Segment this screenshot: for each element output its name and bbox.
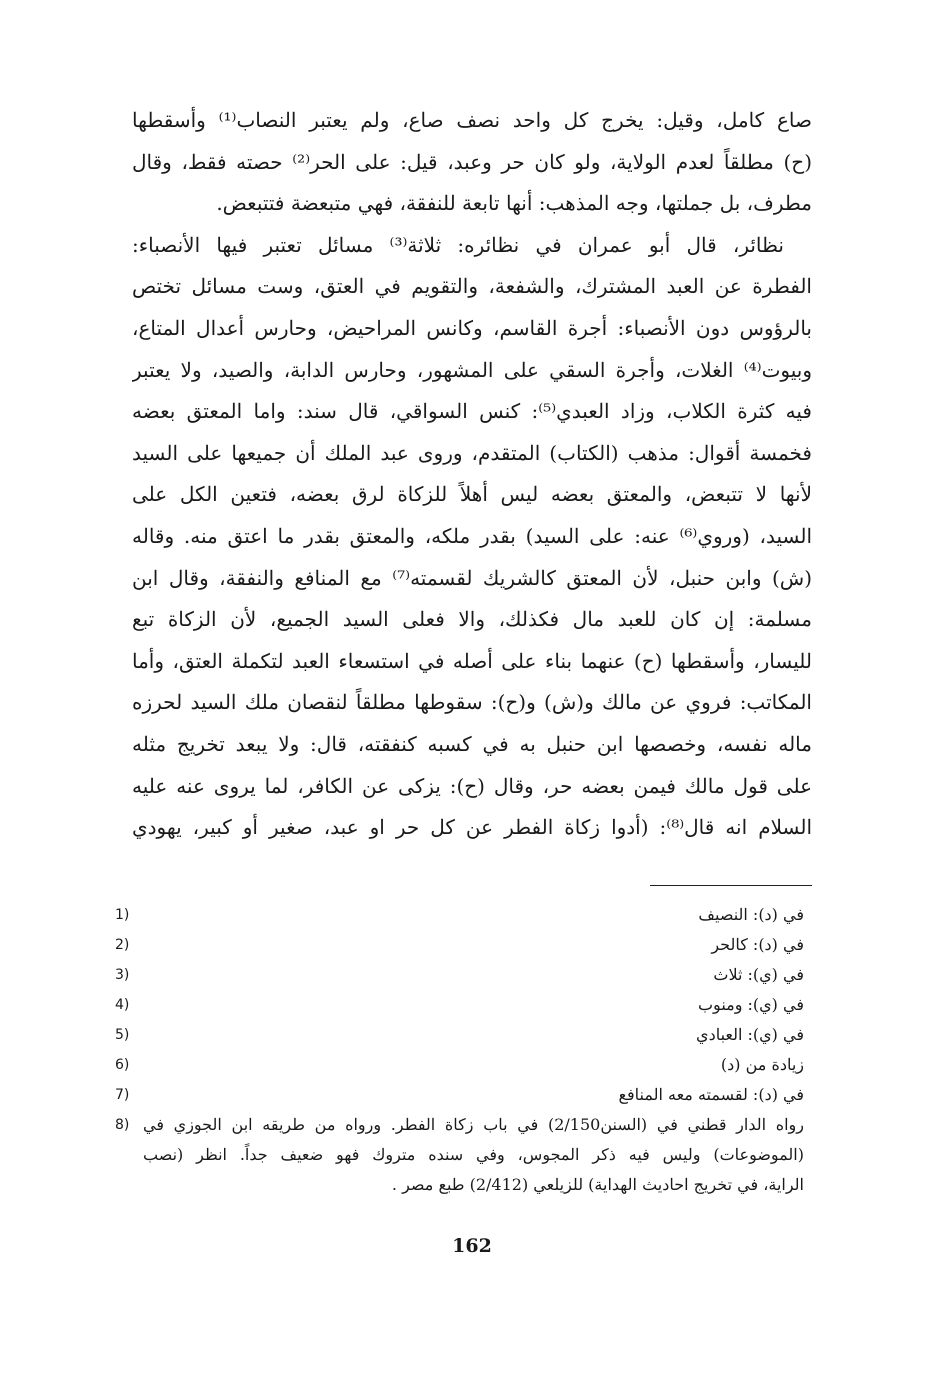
- footnote-number: 2): [115, 937, 130, 953]
- text-line: مطرف، بل جملتها، وجه المذهب: أنها تابعة للنفقة، فهي متبعضة فتتبعض.: [216, 191, 812, 216]
- text-line: السيد، (وروي⁽⁶⁾ عنه: على السيد) بقدر ملكه، والمعتق بقدر ما اعتق منه. وقاله: [132, 523, 812, 548]
- text-line: مسلمة: إن كان للعبد مال فكذلك، والا فعلى السيد الجميع، لأن الزكاة تبع: [132, 607, 812, 632]
- text-line: ماله نفسه، وخصصها ابن حنبل به في كسبه كنفقته، قال: ولا يبعد تخريج مثله: [132, 731, 812, 756]
- text-line: (ح) مطلقاً لعدم الولاية، ولو كان حر وعبد، قيل: على الحر⁽²⁾ حصته فقط، وقال: [132, 149, 812, 174]
- text-line: فيه كثرة الكلاب، وزاد العبدي⁽⁵⁾: كنس السواقي، قال سند: واما المعتق بعضه: [132, 399, 812, 424]
- page-number: 162: [452, 1235, 492, 1257]
- footnote-text: في (ي): ومنوب: [697, 995, 804, 1014]
- footnote-line: رواه الدار قطني في (السنن2/150) في باب زكاة الفطر. ورواه من طريقه ابن الجوزي في: [143, 1115, 805, 1134]
- text-line: لليسار، وأسقطها (ح) عنهما بناء على أصله في استسعاء العبد لتكملة العتق، وأما: [132, 648, 812, 673]
- footnote-text: في (د): النصيف: [698, 905, 804, 924]
- text-line: نظائر، قال أبو عمران في نظائره: ثلاثة⁽³⁾ مسائل تعتبر فيها الأنصباء:: [132, 232, 785, 257]
- footnote-number: 3): [115, 967, 130, 983]
- footnote-item: [115, 1080, 812, 1110]
- footnote-line: (الموضوعات) وليس فيه ذكر المجوس، وفي سنده متروك فهو ضعيف جداً. انظر (نصب: [143, 1145, 804, 1164]
- text-line: صاع كامل، وقيل: يخرج كل واحد نصف صاع، ولم يعتبر النصاب⁽¹⁾ وأسقطها: [132, 108, 812, 132]
- text-line: بالرؤوس دون الأنصباء: أجرة القاسم، وكانس المراحيض، وحارس أعدال المتاع،: [132, 315, 812, 340]
- text-line: الفطرة عن العبد المشترك، والشفعة، والتقويم في العتق، وست مسائل تختص: [132, 274, 812, 299]
- footnote-item: [115, 1020, 812, 1050]
- footnote-text: في (ي): العبادي: [696, 1025, 804, 1044]
- footnote-item: [115, 1110, 812, 1200]
- text-line: المكاتب: فروي عن مالك و(ش) و(ح): سقوطها مطلقاً لنقصان ملك السيد لحرزه: [132, 690, 812, 715]
- footnote-number: 5): [115, 1027, 130, 1043]
- text-line: فخمسة أقوال: مذهب (الكتاب) المتقدم، وروى عبد الملك أن جميعها على السيد: [132, 440, 812, 465]
- footnote-text: في (د): لقسمته معه المنافع: [618, 1085, 804, 1104]
- footnote-item: [115, 930, 812, 960]
- footnotes: [115, 900, 812, 1200]
- text-line: على قول مالك فيمن بعضه حر، وقال (ح): يزكى عن الكافر، لما يروى عنه عليه: [132, 773, 812, 798]
- main-text: [132, 100, 812, 849]
- footnote-number: 8): [115, 1117, 130, 1133]
- footnote-text: [143, 1110, 812, 1200]
- text-line: (ش) وابن حنبل، لأن المعتق كالشريك لقسمته⁽⁷⁾ مع المنافع والنفقة، وقال ابن: [132, 565, 812, 590]
- footnote-text: زيادة من (د): [720, 1055, 804, 1074]
- footnote-text: في (ي): ثلاث: [713, 965, 804, 984]
- footnote-number: 4): [115, 997, 130, 1013]
- text-line: السلام انه قال⁽⁸⁾: (أدوا زكاة الفطر عن كل حر او عبد، صغير أو كبير، يهودي: [132, 815, 812, 840]
- footnote-line: الراية، في تخريج احاديث الهداية) للزيلعي (2/412) طبع مصر .: [391, 1175, 804, 1194]
- footnote-number: 1): [115, 907, 130, 923]
- footnote-item: [115, 990, 812, 1020]
- footnote-item: [115, 960, 812, 990]
- footnote-item: [115, 1050, 812, 1080]
- footnote-item: [115, 900, 812, 930]
- text-line: وبيوت⁽⁴⁾ الغلات، وأجرة السقي على المشهور، وحارس الدابة، والصيد، ولا يعتبر: [132, 357, 812, 382]
- footnote-separator: [650, 885, 812, 886]
- footnote-number: 6): [115, 1057, 130, 1073]
- text-line: لأنها لا تتبعض، والمعتق بعضه ليس أهلاً للزكاة لرق بعضه، فتعين الكل على: [132, 482, 812, 507]
- footnote-number: 7): [115, 1087, 130, 1103]
- footnote-text: في (د): كالحر: [711, 935, 804, 954]
